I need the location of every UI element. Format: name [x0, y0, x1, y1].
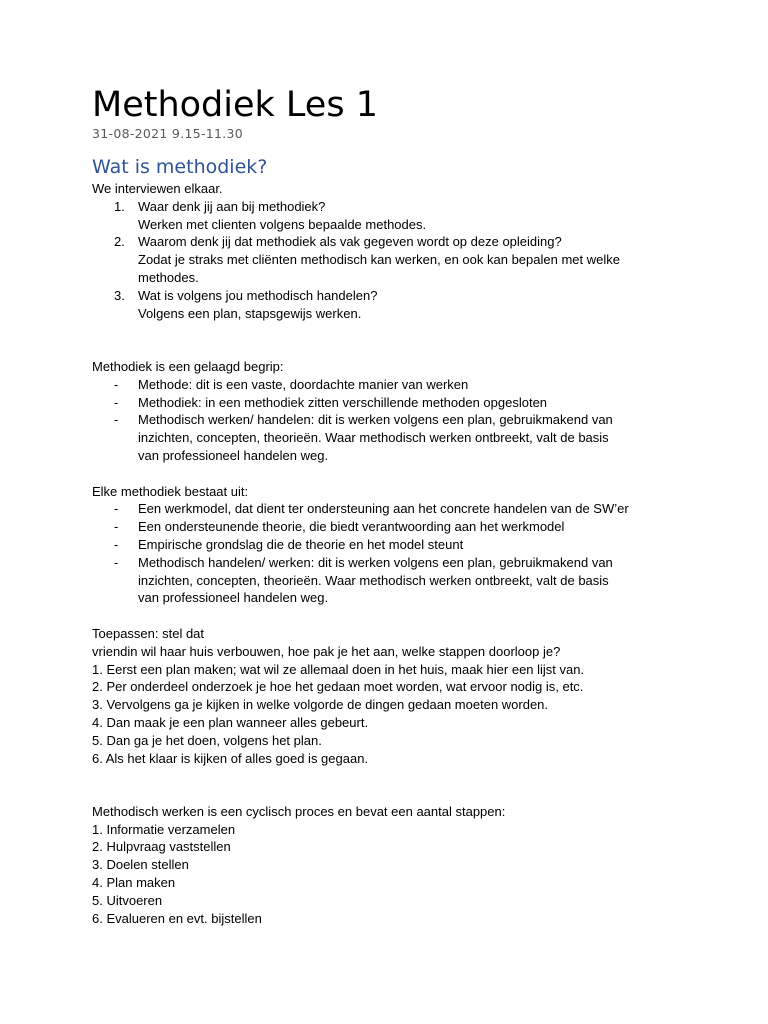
list-item-continuation: inzichten, concepten, theorieën. Waar methodisch werken ontbreekt, valt de basis: [138, 430, 609, 446]
question-number: 2.: [114, 234, 125, 250]
dash-bullet: -: [114, 412, 119, 428]
layered-concept-intro: Methodiek is een gelaagd begrip:: [92, 358, 284, 374]
apply-step: 4. Dan maak je een plan wanneer alles gebeurt.: [92, 714, 369, 730]
question-number: 1.: [114, 198, 125, 214]
list-item-continuation: van professioneel handelen weg.: [138, 590, 329, 606]
dash-bullet: -: [114, 394, 119, 410]
list-item-continuation: inzichten, concepten, theorieën. Waar methodisch werken ontbreekt, valt de basis: [138, 572, 609, 588]
list-item-continuation: van professioneel handelen weg.: [138, 447, 329, 463]
list-item: [92, 376, 692, 394]
cycle-step: 3. Doelen stellen: [92, 857, 189, 873]
answer-2-line-1: Zodat je straks met cliënten methodisch kan werken, en ook kan bepalen met welke: [138, 252, 620, 268]
dash-bullet: -: [114, 501, 119, 517]
dash-bullet: -: [114, 554, 119, 570]
apply-step: 5. Dan ga je het doen, volgens het plan.: [92, 732, 322, 748]
document-title: Methodiek Les 1: [92, 85, 378, 125]
list-item: [92, 536, 692, 554]
interview-intro: We interviewen elkaar.: [92, 181, 223, 196]
dash-bullet: -: [114, 519, 119, 535]
dash-bullet: -: [114, 536, 119, 552]
list-item-text: Methodisch werken/ handelen: dit is werken volgens een plan, gebruikmakend van: [138, 412, 613, 428]
question-text: Wat is volgens jou methodisch handelen?: [138, 287, 378, 303]
cycle-step: 4. Plan maken: [92, 875, 176, 891]
question-text: Waarom denk jij dat methodiek als vak gegeven wordt op deze opleiding?: [138, 234, 562, 250]
dash-bullet: -: [114, 376, 119, 392]
answer-2-line-2: methodes.: [138, 269, 199, 285]
question-3: [92, 287, 692, 305]
list-item-text: Methodiek: in een methodiek zitten verschillende methoden opgesloten: [138, 394, 548, 410]
document-date: 31-08-2021 9.15-11.30: [92, 126, 244, 141]
list-item: [92, 394, 692, 412]
apply-step: 6. Als het klaar is kijken of alles goed is gegaan.: [92, 750, 369, 766]
answer-3: Volgens een plan, stapsgewijs werken.: [138, 305, 362, 321]
apply-step: 2. Per onderdeel onderzoek je hoe het gedaan moet worden, wat ervoor nodig is, etc.: [92, 679, 584, 695]
list-item: [92, 554, 692, 572]
list-item: [92, 411, 692, 429]
cycle-step: 5. Uitvoeren: [92, 892, 163, 908]
apply-step: 3. Vervolgens ga je kijken in welke volgorde de dingen gedaan moeten worden.: [92, 697, 549, 713]
cycle-step: 2. Hulpvraag vaststellen: [92, 839, 231, 855]
list-item-text: Methode: dit is een vaste, doordachte manier van werken: [138, 376, 469, 392]
question-number: 3.: [114, 287, 125, 303]
list-item: [92, 518, 692, 536]
cycle-intro: Methodisch werken is een cyclisch proces en bevat een aantal stappen:: [92, 803, 506, 819]
cycle-step: 1. Informatie verzamelen: [92, 821, 236, 837]
apply-step: 1. Eerst een plan maken; wat wil ze allemaal doen in het huis, maak hier een lijst van.: [92, 661, 585, 677]
question-2: [92, 233, 692, 251]
cycle-step: 6. Evalueren en evt. bijstellen: [92, 910, 262, 926]
question-text: Waar denk jij aan bij methodiek?: [138, 198, 326, 214]
list-item: [92, 500, 692, 518]
list-item-text: Empirische grondslag die de theorie en het model steunt: [138, 536, 464, 552]
components-intro: Elke methodiek bestaat uit:: [92, 483, 249, 499]
section-heading: Wat is methodiek?: [92, 156, 268, 178]
apply-intro: Toepassen: stel dat: [92, 625, 205, 641]
question-1: [92, 198, 692, 216]
apply-scenario: vriendin wil haar huis verbouwen, hoe pak je het aan, welke stappen doorloop je?: [92, 643, 561, 659]
list-item-text: Een ondersteunende theorie, die biedt verantwoording aan het werkmodel: [138, 519, 565, 535]
list-item-text: Methodisch handelen/ werken: dit is werken volgens een plan, gebruikmakend van: [138, 554, 613, 570]
list-item-text: Een werkmodel, dat dient ter ondersteuning aan het concrete handelen van de SW’er: [138, 501, 629, 517]
answer-1: Werken met clienten volgens bepaalde methodes.: [138, 216, 427, 232]
document-body: [92, 180, 692, 927]
